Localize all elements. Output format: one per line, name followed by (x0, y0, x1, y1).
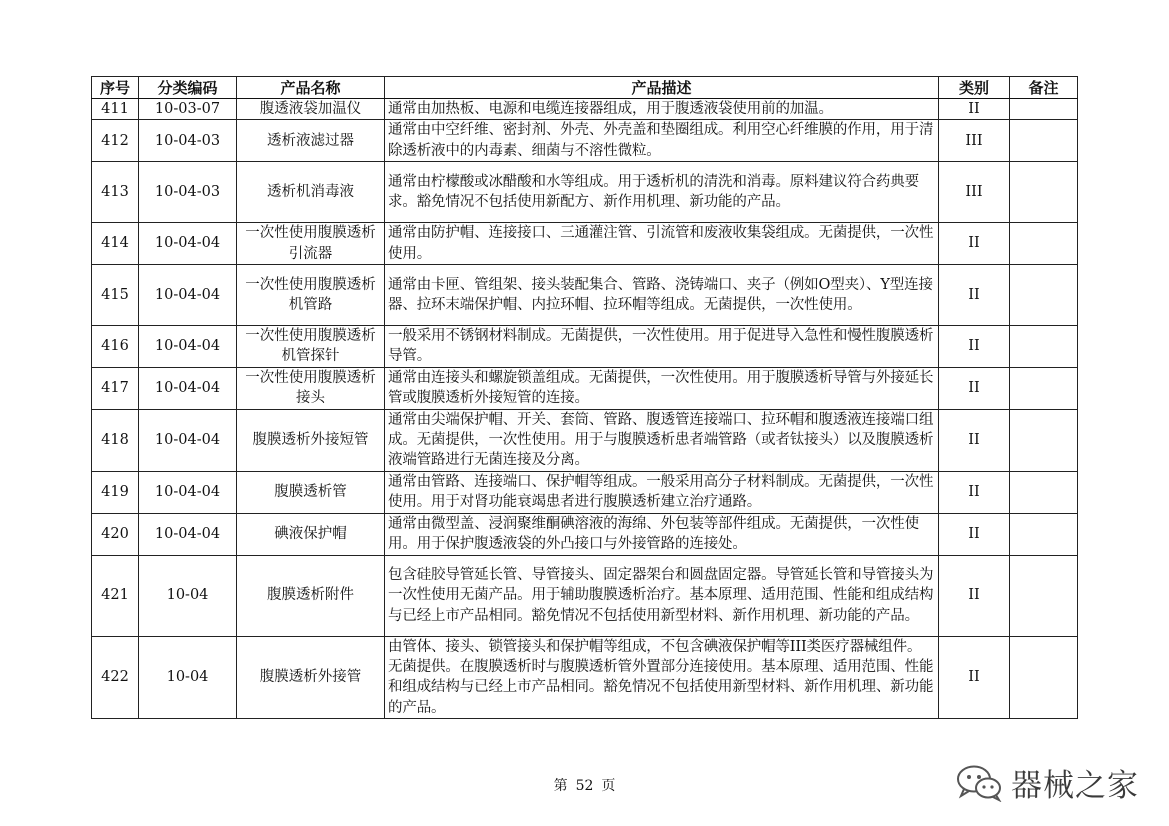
cell-desc: 通常由防护帽、连接接口、三通灌注管、引流管和废液收集袋组成。无菌提供，一次性使用。 (385, 223, 939, 265)
cell-note (1010, 162, 1078, 223)
cell-class: III (939, 120, 1010, 162)
watermark (955, 760, 1139, 805)
cell-seq: 411 (92, 99, 139, 120)
cell-name: 腹膜透析管 (237, 471, 385, 513)
cell-code: 10-04-04 (139, 409, 237, 471)
cell-code: 10-04-03 (139, 162, 237, 223)
table-row (92, 513, 1078, 555)
cell-note (1010, 120, 1078, 162)
cell-note (1010, 636, 1078, 719)
cell-name: 透析液滤过器 (237, 120, 385, 162)
header-code: 分类编码 (139, 77, 237, 99)
page-prefix: 第 (553, 778, 568, 794)
cell-desc: 通常由中空纤维、密封剂、外壳、外壳盖和垫圈组成。利用空心纤维膜的作用，用于清除透析液中的内毒素、细菌与不溶性微粒。 (385, 120, 939, 162)
header-note: 备注 (1010, 77, 1078, 99)
cell-seq: 421 (92, 555, 139, 636)
table-header-row (92, 77, 1078, 99)
cell-name: 碘液保护帽 (237, 513, 385, 555)
cell-name: 一次性使用腹膜透析机管探针 (237, 326, 385, 368)
cell-code: 10-04-04 (139, 326, 237, 368)
cell-seq: 414 (92, 223, 139, 265)
table-row (92, 555, 1078, 636)
header-class: 类别 (939, 77, 1010, 99)
cell-seq: 419 (92, 471, 139, 513)
cell-note (1010, 265, 1078, 326)
cell-note (1010, 223, 1078, 265)
watermark-text: 器械之家 (1011, 768, 1139, 804)
cell-desc: 一般采用不锈钢材料制成。无菌提供，一次性使用。用于促进导入急性和慢性腹膜透析导管。 (385, 326, 939, 368)
cell-name: 腹膜透析外接管 (237, 636, 385, 719)
cell-code: 10-04-04 (139, 223, 237, 265)
page-suffix: 页 (601, 778, 616, 794)
cell-desc: 由管体、接头、锁管接头和保护帽等组成，不包含碘液保护帽等III类医疗器械组件。无菌提供。在腹膜透析时与腹膜透析管外置部分连接使用。基本原理、适用范围、性能和组成结构与已经上市产品相同。豁免情况不包括使用新型材料、新作用机理、新功能的产品。 (385, 636, 939, 719)
cell-class: II (939, 223, 1010, 265)
cell-code: 10-04-04 (139, 367, 237, 409)
cell-name: 透析机消毒液 (237, 162, 385, 223)
cell-name: 一次性使用腹膜透析机管路 (237, 265, 385, 326)
cell-note (1010, 555, 1078, 636)
cell-desc: 通常由连接头和螺旋锁盖组成。无菌提供，一次性使用。用于腹膜透析导管与外接延长管或腹膜透析外接短管的连接。 (385, 367, 939, 409)
table-row (92, 636, 1078, 719)
table-row (92, 471, 1078, 513)
table-row (92, 99, 1078, 120)
cell-name: 腹膜透析外接短管 (237, 409, 385, 471)
cell-code: 10-04-04 (139, 471, 237, 513)
table-row (92, 326, 1078, 368)
cell-note (1010, 409, 1078, 471)
table-row (92, 409, 1078, 471)
cell-desc: 通常由微型盖、浸润聚维酮碘溶液的海绵、外包装等部件组成。无菌提供，一次性使用。用于保护腹透液袋的外凸接口与外接管路的连接处。 (385, 513, 939, 555)
cell-seq: 412 (92, 120, 139, 162)
cell-code: 10-03-07 (139, 99, 237, 120)
cell-code: 10-04 (139, 636, 237, 719)
wechat-icon (955, 764, 1005, 802)
cell-class: II (939, 367, 1010, 409)
cell-code: 10-04-04 (139, 513, 237, 555)
cell-class: II (939, 471, 1010, 513)
table-row (92, 223, 1078, 265)
cell-class: II (939, 409, 1010, 471)
header-name: 产品名称 (237, 77, 385, 99)
cell-seq: 417 (92, 367, 139, 409)
cell-desc: 通常由管路、连接端口、保护帽等组成。一般采用高分子材料制成。无菌提供，一次性使用。用于对肾功能衰竭患者进行腹膜透析建立治疗通路。 (385, 471, 939, 513)
cell-name: 腹透液袋加温仪 (237, 99, 385, 120)
cell-class: II (939, 99, 1010, 120)
cell-code: 10-04 (139, 555, 237, 636)
cell-seq: 418 (92, 409, 139, 471)
table-row (92, 120, 1078, 162)
cell-desc: 包含硅胶导管延长管、导管接头、固定器架台和圆盘固定器。导管延长管和导管接头为一次性使用无菌产品。用于辅助腹膜透析治疗。基本原理、适用范围、性能和组成结构与已经上市产品相同。豁免情况不包括使用新型材料、新作用机理、新功能的产品。 (385, 555, 939, 636)
cell-note (1010, 513, 1078, 555)
cell-note (1010, 326, 1078, 368)
table-row (92, 162, 1078, 223)
header-seq: 序号 (92, 77, 139, 99)
cell-class: II (939, 326, 1010, 368)
cell-desc: 通常由柠檬酸或冰醋酸和水等组成。用于透析机的清洗和消毒。原料建议符合药典要求。豁免情况不包括使用新配方、新作用机理、新功能的产品。 (385, 162, 939, 223)
page-number: 52 (575, 778, 594, 794)
cell-class: II (939, 555, 1010, 636)
cell-note (1010, 367, 1078, 409)
cell-seq: 422 (92, 636, 139, 719)
table-row (92, 265, 1078, 326)
header-desc: 产品描述 (385, 77, 939, 99)
product-catalog-table (91, 76, 1078, 719)
table-row (92, 367, 1078, 409)
cell-name: 腹膜透析附件 (237, 555, 385, 636)
cell-desc: 通常由加热板、电源和电缆连接器组成，用于腹透液袋使用前的加温。 (385, 99, 939, 120)
cell-class: III (939, 162, 1010, 223)
cell-code: 10-04-03 (139, 120, 237, 162)
cell-class: II (939, 513, 1010, 555)
cell-name: 一次性使用腹膜透析引流器 (237, 223, 385, 265)
cell-desc: 通常由卡匣、管组架、接头装配集合、管路、浇铸端口、夹子（例如O型夹）、Y型连接器、拉环末端保护帽、内拉环帽、拉环帽等组成。无菌提供，一次性使用。 (385, 265, 939, 326)
cell-seq: 413 (92, 162, 139, 223)
cell-class: II (939, 636, 1010, 719)
cell-desc: 通常由尖端保护帽、开关、套筒、管路、腹透管连接端口、拉环帽和腹透液连接端口组成。无菌提供，一次性使用。用于与腹膜透析患者端管路（或者钛接头）以及腹膜透析液端管路进行无菌连接及分离。 (385, 409, 939, 471)
cell-name: 一次性使用腹膜透析接头 (237, 367, 385, 409)
cell-class: II (939, 265, 1010, 326)
cell-note (1010, 99, 1078, 120)
cell-seq: 416 (92, 326, 139, 368)
cell-seq: 415 (92, 265, 139, 326)
cell-seq: 420 (92, 513, 139, 555)
cell-note (1010, 471, 1078, 513)
cell-code: 10-04-04 (139, 265, 237, 326)
